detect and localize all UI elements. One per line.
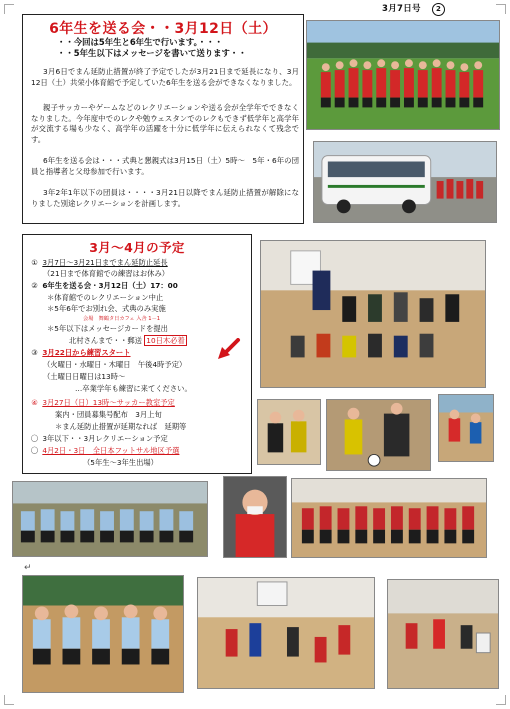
section1-subtitle: ・・今回は5年生と6年生で行います。・・・: [57, 37, 223, 47]
schedule-text: 3月27日（日）13時～サッカー教室予定: [42, 398, 175, 407]
bullet-mark: ③: [31, 348, 38, 357]
farewell-party-box: [22, 14, 304, 224]
team-photo-field: [306, 20, 500, 130]
crop-mark: [496, 695, 506, 705]
schedule-item: [43, 371, 263, 383]
schedule-text: 6年生を送る会・3月12日（土）17：00: [42, 281, 178, 290]
indoor-group-photo: [260, 240, 486, 388]
kid-portrait-photo: [223, 476, 287, 558]
schedule-text: ＊5年6年でお別れ会、式典のみ実施: [47, 304, 166, 313]
schedule-text: 3月7日～3月21日までまん延防止延長: [42, 258, 168, 267]
kids-photo: [257, 399, 321, 465]
section1-paragraph: 6年生を送る会は・・・式典と懇親式は3月15日（土）5時～ 5年・6年の団員と指導者と父母参加で行います。: [31, 156, 299, 176]
schedule-item: [29, 397, 249, 409]
schedule-text: …卒業学年も練習に来てください。: [75, 384, 192, 393]
schedule-text: ＊体育館でのレクリエーション中止: [47, 293, 164, 302]
schedule-text: 4月2日・3日 全日本フットサル地区予選: [42, 446, 180, 455]
schedule-item: [47, 323, 267, 335]
schedule-text: （5年生～3年生出場）: [83, 458, 158, 467]
schedule-text: ＊5年以下はメッセージカードを提出: [47, 324, 168, 333]
issue-number-badge: 2: [432, 3, 445, 16]
schedule-text: （21日まで体育館での練習はお休み）: [43, 269, 170, 278]
schedule-text: 北村さんまで・・郵送: [69, 336, 142, 345]
schedule-text: ＊まん延防止措置が延期なれば 延期等: [55, 422, 187, 431]
crop-mark: [4, 4, 14, 14]
crop-mark: [496, 4, 506, 14]
schedule-item: [29, 257, 249, 269]
bullet-mark: ①: [31, 258, 38, 267]
schedule-text: 3月22日から練習スタート: [42, 348, 131, 357]
bus-photo: [313, 141, 497, 223]
indoor-red-team-photo: [291, 478, 487, 558]
schedule-item: [69, 335, 289, 347]
bullet-mark: ④: [31, 398, 38, 407]
section1-paragraph: 3月6日でまん延防止措置が終了予定でしたが3月21日まで延長になり、3月12日（土）共栄小体育館で予定していた6年生を送る会ができなくなりました。: [31, 67, 299, 87]
crop-mark: [4, 695, 14, 705]
gym-practice-photo: [197, 577, 375, 689]
section1-paragraph: 3年2年1年以下の団員は・・・・3月21日以降でまん延防止措置が解除になりました別途レクリエーションを計画します。: [31, 188, 299, 208]
schedule-text: 3年以下・・3月レクリエーション予定: [42, 434, 168, 443]
section1-title: 6年生を送る会・・3月12日（土）: [49, 21, 277, 37]
section1-subtitle: ・・5年生以下はメッセージを書いて送ります・・: [57, 48, 247, 58]
paragraph-mark-icon: ↵: [24, 563, 32, 573]
bullet-mark: ②: [31, 281, 38, 290]
schedule-item: [47, 303, 267, 315]
schedule-item: [29, 280, 249, 292]
indoor-lightblue-team-photo: [22, 575, 184, 693]
schedule-item: [47, 292, 267, 304]
schedule-item: [29, 445, 249, 457]
section1-paragraph: 親子サッカーやゲームなどのレクリエーションや送る会が全学年でできなくなりました。今年度中でのレクや勉ウェスタンでのレクもできず低学年と高学年が交流する場も少なく、高学年の活躍を十分に低学年に伝えられなくて残念です。: [31, 103, 299, 144]
schedule-item: [43, 359, 263, 371]
deadline-badge: 10日木必着: [146, 336, 185, 345]
schedule-item: [55, 409, 275, 421]
schedule-text: 会場 舞鶴タ日カフェ 入舎 1－1: [83, 316, 161, 322]
outdoor-lineup-photo: [12, 481, 208, 557]
issue-date: 3月7日号: [382, 4, 421, 14]
schedule-item: [29, 433, 249, 445]
bullet-mark: 〇: [30, 446, 39, 455]
kids-play-photo: [438, 394, 494, 462]
schedule-text: 案内・団員募集号配布 3月上旬: [55, 410, 162, 419]
kids-ball-photo: [326, 399, 431, 471]
issue-header: [382, 2, 445, 16]
bullet-mark: 〇: [30, 434, 39, 443]
schedule-item: [55, 421, 275, 433]
schedule-text: （土曜日日曜日は13時～: [43, 372, 126, 381]
schedule-item: [43, 268, 263, 280]
section2-title: 3月～4月の予定: [89, 240, 185, 255]
red-arrow-icon: [216, 338, 242, 360]
gym-kids-photo: [387, 579, 499, 689]
schedule-text: （火曜日・水曜日・木曜日 午後4時予定）: [43, 360, 187, 369]
